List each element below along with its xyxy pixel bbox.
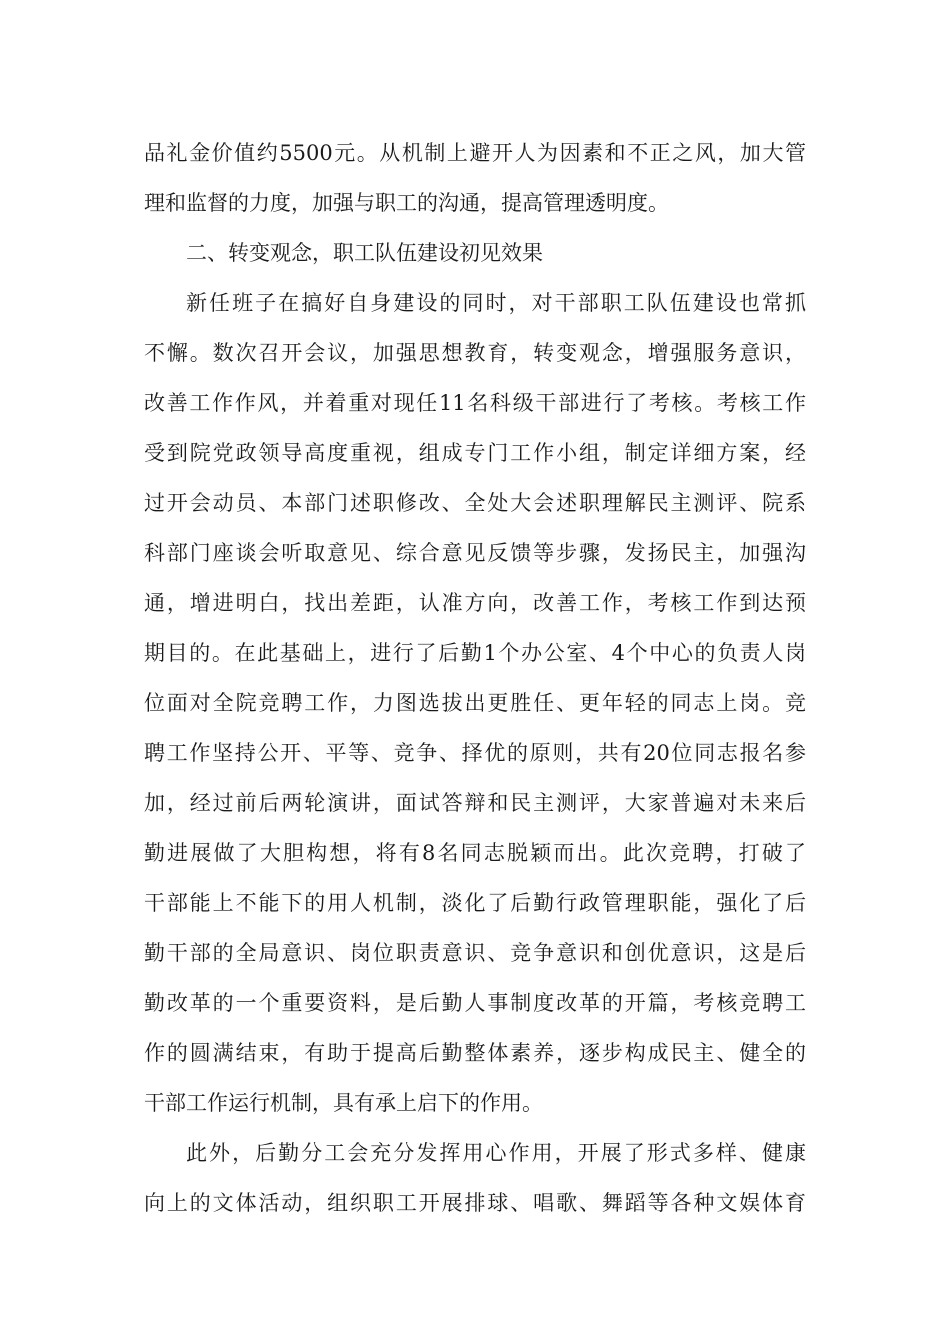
text-line: 勤干部的全局意识、岗位职责意识、竞争意识和创优意识，这是后 [144, 941, 806, 965]
text-line: 通，增进明白，找出差距，认准方向，改善工作，考核工作到达预 [144, 591, 806, 615]
text-line: 期目的。在此基础上，进行了后勤1个办公室、4个中心的负责人岗 [144, 641, 806, 665]
text-line: 作的圆满结束，有助于提高后勤整体素养，逐步构成民主、健全的 [144, 1041, 806, 1065]
text-line: 位面对全院竞聘工作，力图选拔出更胜任、更年轻的同志上岗。竞 [144, 691, 806, 715]
text-line: 干部能上不能下的用人机制，淡化了后勤行政管理职能，强化了后 [144, 891, 806, 915]
text-line: 向上的文体活动，组织职工开展排球、唱歌、舞蹈等各种文娱体育 [144, 1191, 806, 1215]
section-heading: 二、转变观念，职工队伍建设初见效果 [186, 241, 543, 265]
text-line: 理和监督的力度，加强与职工的沟通，提高管理透明度。 [144, 191, 669, 215]
text-line: 新任班子在搞好自身建设的同时，对干部职工队伍建设也常抓 [186, 291, 806, 315]
text-line: 加，经过前后两轮演讲，面试答辩和民主测评，大家普遍对未来后 [144, 791, 806, 815]
text-line: 改善工作作风，并着重对现任11名科级干部进行了考核。考核工作 [144, 391, 806, 415]
text-line: 过开会动员、本部门述职修改、全处大会述职理解民主测评、院系 [144, 491, 806, 515]
text-line: 勤进展做了大胆构想，将有8名同志脱颖而出。此次竞聘，打破了 [144, 841, 806, 865]
text-line: 此外，后勤分工会充分发挥用心作用，开展了形式多样、健康 [186, 1141, 806, 1165]
text-line: 品礼金价值约5500元。从机制上避开人为因素和不正之风，加大管 [144, 141, 806, 165]
text-line: 受到院党政领导高度重视，组成专门工作小组，制定详细方案，经 [144, 441, 806, 465]
text-line: 科部门座谈会听取意见、综合意见反馈等步骤，发扬民主，加强沟 [144, 541, 806, 565]
text-line: 勤改革的一个重要资料，是后勤人事制度改革的开篇，考核竞聘工 [144, 991, 806, 1015]
text-line: 聘工作坚持公开、平等、竞争、择优的原则，共有20位同志报名参 [144, 741, 806, 765]
text-line: 干部工作运行机制，具有承上启下的作用。 [144, 1091, 543, 1115]
text-line: 不懈。数次召开会议，加强思想教育，转变观念，增强服务意识， [144, 341, 806, 365]
